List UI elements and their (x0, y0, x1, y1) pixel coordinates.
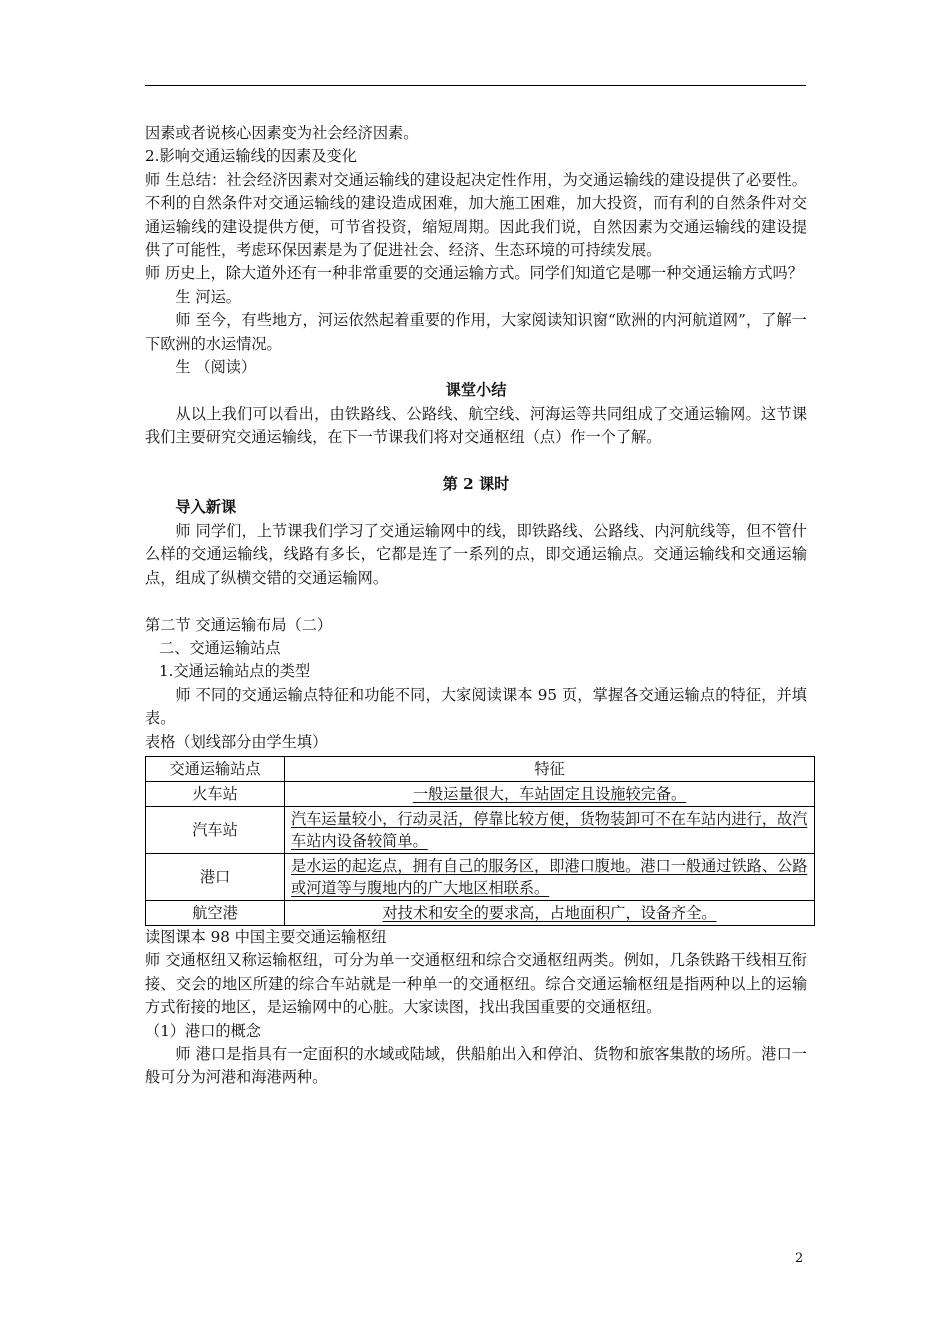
station-feature (285, 900, 815, 925)
table-row (146, 853, 815, 900)
paragraph: 生 河运。 (175, 287, 241, 306)
table-row (146, 900, 815, 925)
station-name: 汽车站 (146, 806, 285, 853)
subheading: 1.交通运输站点的类型 (159, 662, 311, 681)
stations-table (145, 756, 815, 926)
station-name: 港口 (146, 853, 285, 900)
header-rule (145, 85, 806, 86)
feature-text: 一般运量很大，车站固定且设施较完备。 (412, 784, 687, 803)
station-feature (285, 853, 815, 900)
feature-text: 汽车运量较小，行动灵活，停靠比较方便，货物装卸可不在车站内进行，故汽车站内设备较简单。 (291, 809, 808, 850)
paragraph: 师 交通枢纽又称运输枢纽，可分为单一交通枢纽和综合交通枢纽两类。例如，几条铁路干线相互衔接、交会的地区所建的综合车站就是一种单一的交通枢纽。综合交通运输枢纽是指两种以上的运输方式衔接的地区，是运输网中的心脏。大家读图，找出我国重要的交通枢纽。 (145, 951, 807, 1017)
section-heading: 导入新课 (175, 498, 237, 517)
subheading: （1）港口的概念 (145, 1021, 261, 1040)
subheading: 2.影响交通运输线的因素及变化 (145, 147, 357, 166)
table-header-row (146, 756, 815, 781)
section-title: 第二节 交通运输布局（二） (145, 615, 333, 634)
paragraph: 师 不同的交通运输点特征和功能不同，大家阅读课本 95 页，掌握各交通运输点的特征，并填表。 (145, 685, 807, 728)
station-feature (285, 781, 815, 806)
table-header-cell: 特征 (285, 756, 815, 781)
paragraph: 师 历史上，除大道外还有一种非常重要的交通运输方式。同学们知道它是哪一种交通运输方式吗？ (145, 264, 803, 283)
section-heading: 课堂小结 (445, 381, 507, 400)
page-content (145, 122, 807, 1090)
station-name: 火车站 (146, 781, 285, 806)
paragraph: 读图课本 98 中国主要交通运输枢纽 (145, 927, 387, 946)
paragraph: 师 生总结：社会经济因素对交通运输线的建设起决定性作用，为交通运输线的建设提供了必要性。不利的自然条件对交通运输线的建设造成困难，加大施工困难，加大投资，而有利的自然条件对交通运输线的建设提供方便，可节省投资，缩短周期。因此我们说，自然因素为交通运输线的建设提供了可能性，考虑环保因素是为了促进社会、经济、生态环境的可持续发展。 (145, 170, 807, 260)
table-caption: 表格（划线部分由学生填） (145, 732, 328, 751)
page-number: 2 (795, 1251, 804, 1266)
paragraph: 师 同学们，上节课我们学习了交通运输网中的线，即铁路线、公路线、内河航线等，但不管什么样的交通运输线，线路有多长，它都是连了一系列的点，即交通运输点。交通运输线和交通运输点，组成了纵横交错的交通运输网。 (145, 521, 807, 587)
paragraph: 师 至今，有些地方，河运依然起着重要的作用，大家阅读知识窗“欧洲的内河航道网”，了解一下欧洲的水运情况。 (145, 311, 807, 353)
feature-text: 对技术和安全的要求高，占地面积广，设备齐全。 (382, 903, 717, 922)
paragraph: 生 （阅读） (175, 358, 257, 377)
station-name: 航空港 (146, 900, 285, 925)
paragraph: 因素或者说核心因素变为社会经济因素。 (145, 124, 419, 142)
subheading: 二、交通运输站点 (159, 638, 281, 657)
paragraph: 从以上我们可以看出，由铁路线、公路线、航空线、河海运等共同组成了交通运输网。这节课我们主要研究交通运输线，在下一节课我们将对交通枢纽（点）作一个了解。 (145, 404, 807, 447)
station-feature (285, 806, 815, 853)
feature-text: 是水运的起迄点，拥有自己的服务区，即港口腹地。港口一般通过铁路、公路或河道等与腹地内的广大地区相联系。 (291, 856, 808, 897)
table-row (146, 806, 815, 853)
table-row (146, 781, 815, 806)
section-heading: 第 2 课时 (442, 475, 510, 494)
table-header-cell: 交通运输站点 (146, 756, 285, 781)
paragraph: 师 港口是指具有一定面积的水域或陆域，供船舶出入和停泊、货物和旅客集散的场所。港口一般可分为河港和海港两种。 (145, 1044, 807, 1087)
